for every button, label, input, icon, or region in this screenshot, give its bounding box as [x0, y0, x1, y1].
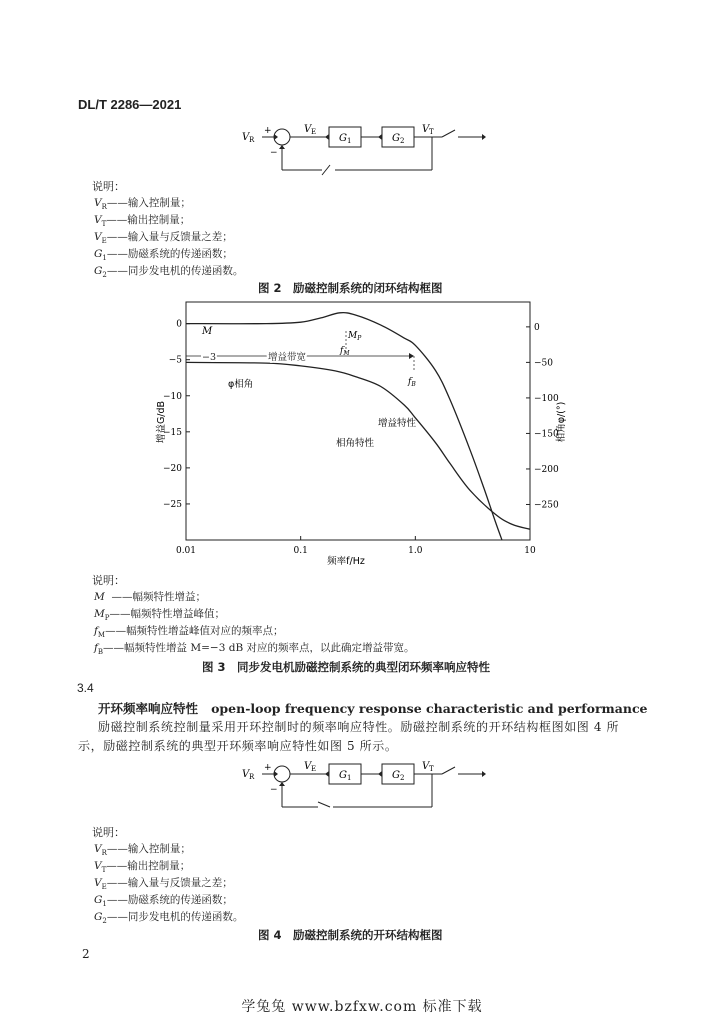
bandwidth-annotation: 增益带宽: [268, 352, 307, 363]
y-right-tick-label: −200: [534, 464, 559, 475]
y-right-tick-label: −150: [534, 429, 559, 440]
fig4-legend-line: $V_E——$输入量与反馈量之差；: [94, 877, 233, 892]
y-right-tick-label: −250: [534, 500, 559, 511]
g1-label: G: [339, 770, 347, 781]
document-id: DL/T 2286—2021: [78, 97, 182, 112]
vt-sub: T: [429, 765, 434, 773]
footer-watermark: 学兔兔 www.bzfxw.com 标准下载: [241, 999, 483, 1015]
ve-label: V: [304, 761, 312, 772]
plus-sign: +: [264, 763, 272, 773]
fig4-legend-line: $G_2——$同步发电机的传递函数。: [94, 911, 244, 926]
fig4-legend-title: 说明：: [92, 826, 125, 839]
y-axis-title: 增益G/dB: [156, 400, 167, 444]
y-axis-right-title: 相角φ/(°): [556, 401, 567, 443]
page-number: 2: [82, 947, 90, 961]
section-title: 开环频率响应特性 open-loop frequency response characteristic and performance: [98, 701, 648, 716]
fig2-legend-title: 说明：: [92, 180, 125, 193]
closed-loop-block-diagram: [230, 115, 500, 180]
m-annotation: M: [202, 326, 213, 337]
fig2-legend-line: $G_2——$同步发电机的传递函数。: [94, 265, 244, 280]
vt-label: V: [422, 124, 430, 135]
vr-sub: R: [249, 136, 255, 144]
phase-curve-annotation: 相角特性: [336, 438, 375, 449]
g2-label: G: [392, 133, 400, 144]
fig4-legend-line: $V_T——$输出控制量；: [94, 860, 191, 875]
minus-sign: −: [270, 785, 278, 795]
fig2-legend-line: $V_R——$输入控制量；: [94, 197, 191, 212]
y-tick-label: −25: [163, 499, 182, 510]
fig3-caption: 图 3 同步发电机励磁控制系统的典型闭环频率响应特性: [202, 660, 491, 674]
gain-curve-annotation: 增益特性: [378, 418, 417, 429]
fig2-legend-line: $G_1——$励磁系统的传递函数；: [94, 248, 233, 263]
x-tick-label: 0.1: [293, 546, 308, 556]
fig3-legend-line: $M_P——$幅频特性增益峰值；: [94, 608, 225, 623]
section-number: 3.4: [77, 681, 94, 695]
y-tick-label: −10: [163, 391, 182, 402]
y-tick-label: −5: [168, 355, 182, 366]
fig4-caption: 图 4 励磁控制系统的开环结构框图: [258, 928, 443, 942]
minus3-arrow: [409, 353, 414, 359]
g2-label: G: [392, 770, 400, 781]
fig2-legend-line: $V_T——$输出控制量；: [94, 214, 191, 229]
ve-sub: E: [311, 128, 317, 136]
fb-annotation: $f_B$: [408, 377, 416, 388]
x-tick-label: 10: [524, 546, 536, 556]
y-tick-label: −20: [163, 463, 182, 474]
y-right-tick-label: −50: [534, 358, 553, 369]
plus-sign: +: [264, 126, 272, 136]
fig3-legend-title: 说明：: [92, 574, 125, 587]
g2-sub: 2: [400, 774, 405, 782]
fm-annotation: $f_M$: [340, 346, 350, 357]
minus3-annotation: −3: [202, 352, 217, 363]
g1-sub: 1: [347, 137, 352, 145]
section-paragraph-line-1: 励磁控制系统控制量采用开环控制时的频率响应特性。励磁控制系统的开环结构框图如图 4 所: [98, 720, 620, 734]
fig2-legend-line: $V_E——$输入量与反馈量之差；: [94, 231, 233, 246]
vr-sub: R: [249, 773, 255, 781]
y-tick-label: 0: [176, 319, 182, 330]
x-axis-title: 频率f/Hz: [327, 556, 365, 567]
x-tick-label: 1.0: [408, 546, 423, 556]
x-tick-group: [176, 536, 536, 556]
fig4-legend-line: $G_1——$励磁系统的传递函数；: [94, 894, 233, 909]
phase-angle-annotation: φ相角: [228, 379, 254, 390]
ve-label: V: [304, 124, 312, 135]
vr-label: V: [242, 132, 250, 143]
g1-sub: 1: [347, 774, 352, 782]
y-right-tick-label: 0: [534, 322, 540, 333]
ve-sub: E: [311, 765, 317, 773]
g2-sub: 2: [400, 137, 405, 145]
x-tick-label: 0.01: [175, 546, 197, 556]
frequency-response-chart: [150, 298, 570, 568]
section-paragraph-line-2: 示，励磁控制系统的典型开环频率响应特性如图 5 所示。: [78, 739, 398, 753]
vt-sub: T: [429, 128, 434, 136]
y-tick-label: −15: [163, 427, 182, 438]
open-loop-block-diagram: [230, 752, 500, 817]
fig3-legend-line: M ——幅频特性增益；: [94, 591, 206, 603]
vr-label: V: [242, 769, 250, 780]
fig3-legend-line: $f_M——$幅频特性增益峰值对应的频率点；: [94, 625, 284, 640]
fig2-caption: 图 2 励磁控制系统的闭环结构框图: [258, 281, 443, 295]
minus-sign: −: [270, 148, 278, 158]
vt-label: V: [422, 761, 430, 772]
y-right-tick-label: −100: [534, 393, 559, 404]
g1-label: G: [339, 133, 347, 144]
y-tick-right-group: [526, 323, 559, 511]
mp-annotation: $M_P$: [348, 331, 362, 342]
fig4-legend-line: $V_R——$输入控制量；: [94, 843, 191, 858]
fig3-legend-line: $f_B——$幅频特性增益 M=−3 dB 对应的频率点，以此确定增益带宽。: [94, 642, 415, 657]
